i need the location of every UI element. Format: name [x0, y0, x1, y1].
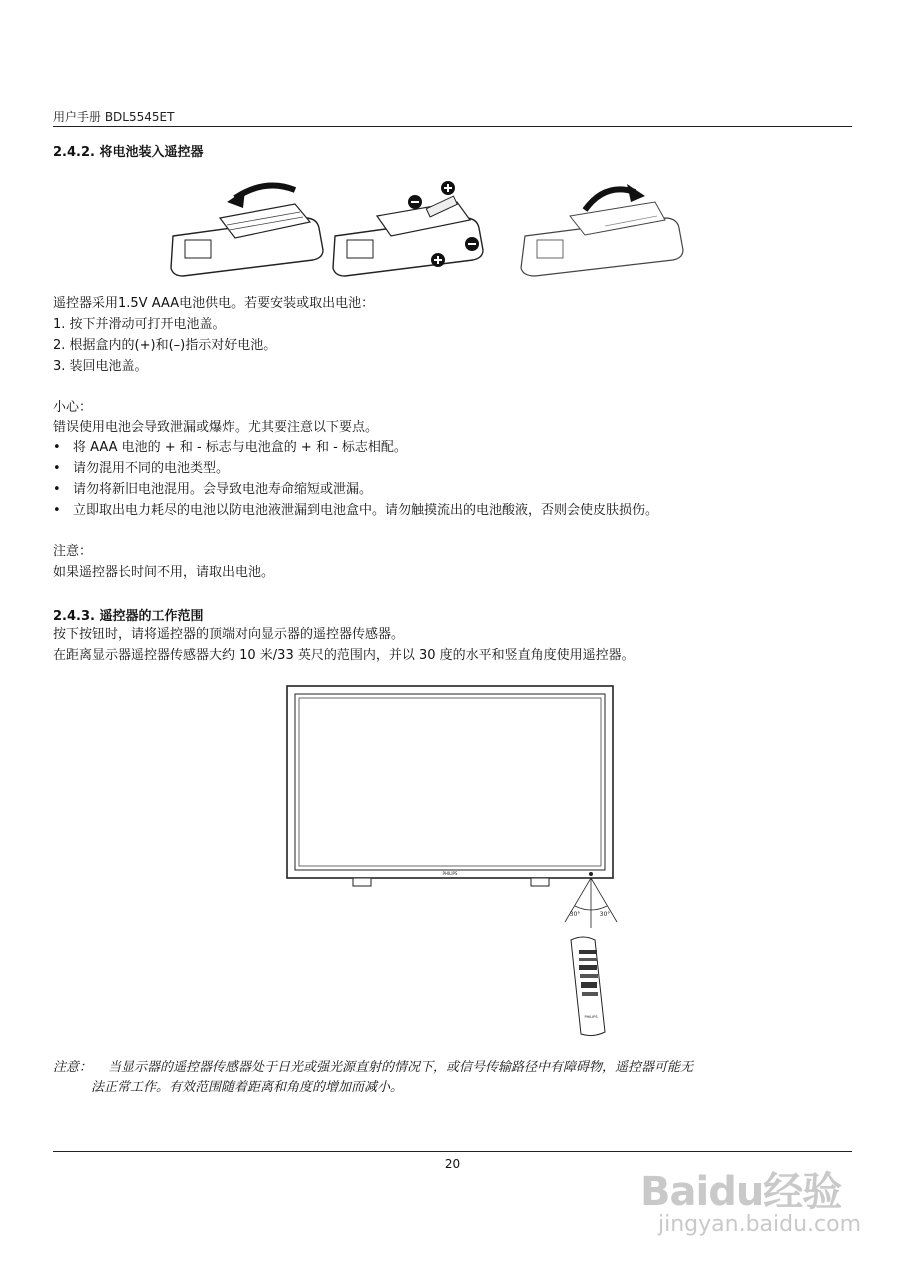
note-italic-block — [53, 1058, 853, 1098]
section-title-2-4-2: 2.4.2. 将电池装入遥控器 — [53, 145, 204, 160]
battery-step-3: 3. 装回电池盖。 — [53, 359, 148, 374]
remote-step1-illustration — [171, 186, 323, 277]
caution-bullet: • 请勿将新旧电池混用。会导致电池寿命缩短或泄漏。 — [53, 482, 373, 497]
remote-range-figure — [283, 682, 623, 1042]
section-title-2-4-3: 2.4.3. 遥控器的工作范围 — [53, 609, 204, 624]
caution-bullet: • 立即取出电力耗尽的电池以防电池液泄漏到电池盒中。请勿触摸流出的电池酸液，否则会使皮肤损伤。 — [53, 503, 659, 518]
caution-title: 小心： — [53, 400, 93, 415]
document-header: 用户手册 BDL5545ET — [53, 110, 175, 124]
caution-bullet: • 将 AAA 电池的 + 和 - 标志与电池盒的 + 和 - 标志相配。 — [53, 440, 407, 455]
range-line-2: 在距离显示器遥控器传感器大约 10 米/33 英尺的范围内，并以 30 度的水平和竖直角度使用遥控器。 — [53, 648, 635, 663]
range-line-1: 按下按钮时，请将遥控器的顶端对向显示器的遥控器传感器。 — [53, 627, 405, 642]
angle-left-label: 30° — [569, 911, 581, 918]
remote-step3-illustration — [521, 184, 683, 276]
remote-control-illustration — [571, 937, 605, 1036]
note-title: 注意： — [53, 544, 93, 559]
battery-install-figure — [165, 180, 705, 280]
header-rule — [53, 126, 852, 127]
note-italic-label: 注意： — [53, 1060, 93, 1075]
footer-rule — [53, 1151, 852, 1152]
monitor-illustration — [287, 686, 613, 886]
page-number: 20 — [444, 1157, 461, 1171]
remote-step2-illustration — [333, 181, 483, 276]
battery-intro: 遥控器采用1.5V AAA电池供电。若要安装或取出电池： — [53, 296, 375, 311]
watermark-url: jingyan.baidu.com — [658, 1212, 862, 1237]
remote-brand-label: PHILIPS — [584, 1015, 598, 1019]
caution-bullet: • 请勿混用不同的电池类型。 — [53, 461, 230, 476]
note-italic-line-2: 法正常工作。有效范围随着距离和角度的增加而减小。 — [91, 1080, 404, 1095]
note-text: 如果遥控器长时间不用，请取出电池。 — [53, 565, 275, 580]
monitor-brand-label: PHILIPS — [442, 871, 458, 876]
watermark-logo: Baidu经验 — [640, 1169, 842, 1215]
angle-right-label: 30° — [599, 911, 611, 918]
note-italic-line-1: 当显示器的遥控器传感器处于日光或强光源直射的情况下，或信号传输路径中有障碍物，遥控器可能无 — [108, 1060, 694, 1075]
range-angle-lines — [565, 878, 617, 928]
battery-step-2: 2. 根据盒内的(+)和(–)指示对好电池。 — [53, 338, 277, 353]
caution-intro: 错误使用电池会导致泄漏或爆炸。尤其要注意以下要点。 — [53, 420, 379, 435]
battery-step-1: 1. 按下并滑动可打开电池盖。 — [53, 317, 226, 332]
